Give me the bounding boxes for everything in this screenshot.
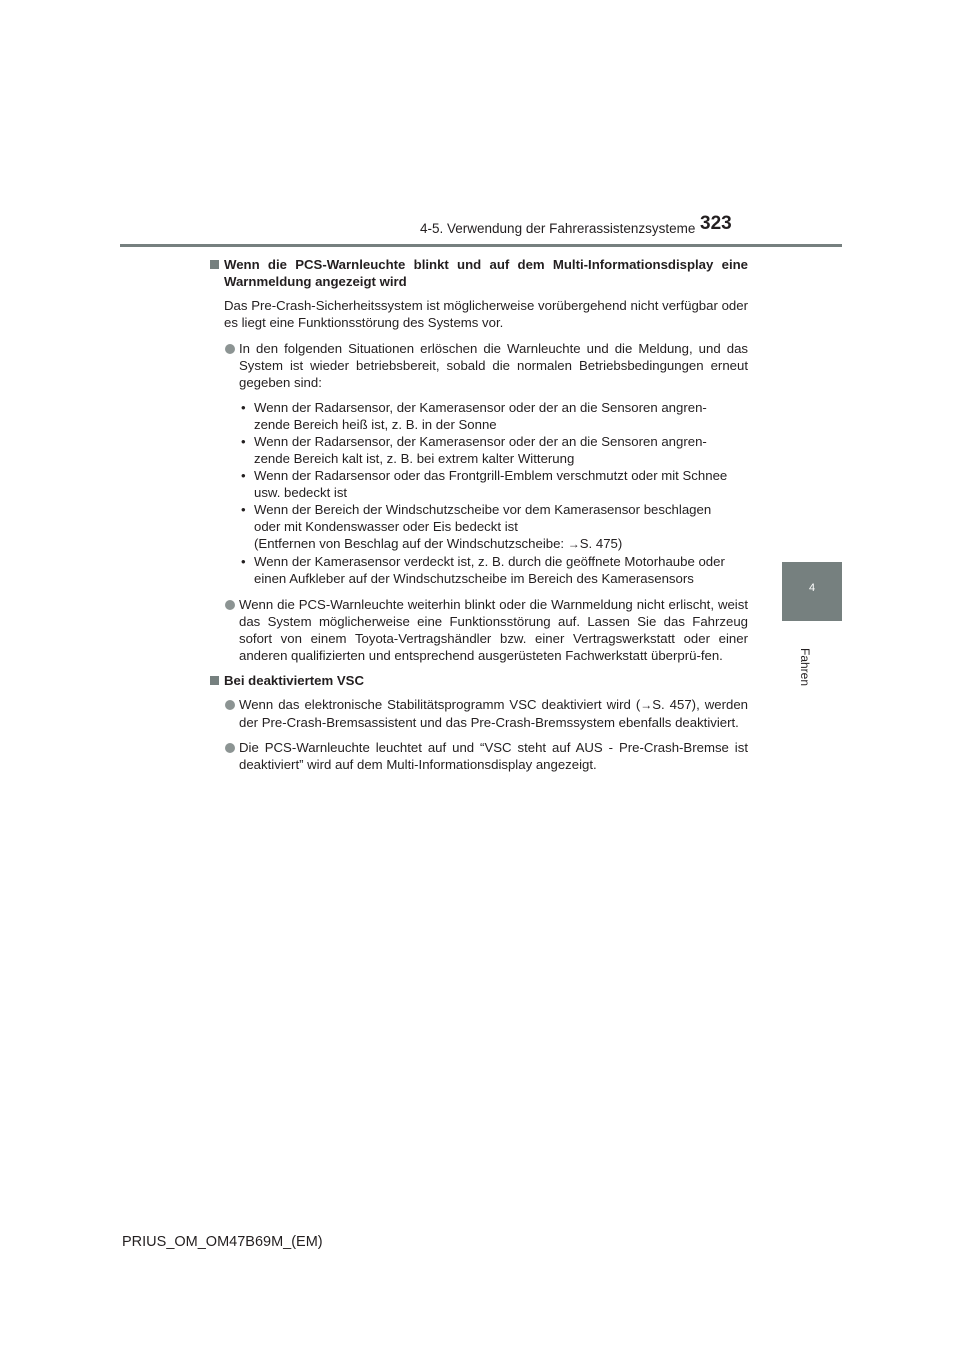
page-reference: (Entfernen von Beschlag auf der Windschutzscheibe: →S. 475) xyxy=(254,536,623,551)
page-number: 323 xyxy=(700,213,732,234)
bullet-marker: • xyxy=(241,434,246,449)
list-item-text-cont: oder mit Kondenswasser oder Eis bedeckt ist xyxy=(254,519,518,534)
chapter-tab-label: Fahren xyxy=(798,648,812,687)
list-item xyxy=(210,596,748,664)
list-item-text: Wenn die PCS-Warnleuchte weiterhin blinkt oder die Warnmeldung nicht erlischt, weist das System möglicherweise eine Funktionsstörung auf. Lassen Sie das Fahrzeug sofort von einem Toyota-Vertragshändler bzw. einer Vertragswerkstatt oder einer anderen qualifizierten und entsprechend ausgerüsteten Fachwerkstatt überprü-fen. xyxy=(239,597,748,663)
arrow-right-icon: → xyxy=(567,537,580,551)
bullet-marker: • xyxy=(241,468,246,483)
section-heading-text: Wenn die PCS-Warnleuchte blinkt und auf dem Multi-Informationsdisplay eine Warnmeldung angezeigt wird xyxy=(224,257,748,289)
list-item-text: Die PCS-Warnleuchte leuchtet auf und “VSC steht auf AUS - Pre-Crash-Bremse ist deaktiviert” wird auf dem Multi-Informationsdisplay angezeigt. xyxy=(239,740,748,772)
document-code: PRIUS_OM_OM47B69M_(EM) xyxy=(122,1234,323,1250)
chapter-tab xyxy=(782,562,842,621)
list-item xyxy=(239,399,748,433)
bullet-marker: • xyxy=(241,400,246,415)
chapter-tab-number: 4 xyxy=(808,582,816,594)
section-intro: Das Pre-Crash-Sicherheitssystem ist möglicherweise vorübergehend nicht verfügbar oder es liegt eine Funktionsstörung des Systems vor. xyxy=(224,298,748,330)
square-bullet-icon xyxy=(210,676,219,685)
list-item-text-cont: einen Aufkleber auf der Windschutzscheibe im Bereich des Kamerasensors xyxy=(254,571,694,586)
bullet-marker: • xyxy=(241,554,246,569)
section-heading xyxy=(210,256,748,290)
list-item-text: Wenn der Radarsensor, der Kamerasensor oder der an die Sensoren angren- xyxy=(254,400,707,415)
square-bullet-icon xyxy=(210,260,219,269)
header-divider xyxy=(120,244,842,247)
list-item-text: Wenn der Radarsensor oder das Frontgrill-Emblem verschmutzt oder mit Schnee xyxy=(254,468,728,483)
round-bullet-icon xyxy=(225,700,235,710)
list-item-text: Wenn das elektronische Stabilitätsprogramm VSC deaktiviert wird (→S. 457), werden der Pre-Crash-Bremsassistent und das Pre-Crash-Bremssystem ebenfalls deaktiviert. xyxy=(239,697,748,730)
section-heading-text: Bei deaktiviertem VSC xyxy=(224,673,364,688)
list-item xyxy=(239,501,748,553)
list-item xyxy=(210,340,748,391)
list-item-text-cont: usw. bedeckt ist xyxy=(254,485,348,500)
round-bullet-icon xyxy=(225,344,235,354)
round-bullet-icon xyxy=(225,600,235,610)
list-item-text: Wenn der Kamerasensor verdeckt ist, z. B. durch die geöffnete Motorhaube oder xyxy=(254,554,725,569)
list-item xyxy=(239,467,748,501)
list-item xyxy=(210,696,748,731)
list-item xyxy=(239,433,748,467)
main-content xyxy=(210,256,748,781)
list-item-text-cont: zende Bereich heiß ist, z. B. in der Sonne xyxy=(254,417,497,432)
list-item-text: Wenn der Radarsensor, der Kamerasensor oder der an die Sensoren angren- xyxy=(254,434,707,449)
arrow-right-icon: → xyxy=(640,698,653,712)
list-item-text: Wenn der Bereich der Windschutzscheibe vor dem Kamerasensor beschlagen xyxy=(254,502,712,517)
list-item xyxy=(239,553,748,587)
section-heading xyxy=(210,672,748,689)
condition-list xyxy=(210,399,748,587)
list-item-text-cont: zende Bereich kalt ist, z. B. bei extrem kalter Witterung xyxy=(254,451,575,466)
list-item-text: In den folgenden Situationen erlöschen die Warnleuchte und die Meldung, und das System ist wieder betriebsbereit, sobald die normalen Betriebsbedingungen erneut gegeben sind: xyxy=(239,341,748,390)
round-bullet-icon xyxy=(225,743,235,753)
bullet-marker: • xyxy=(241,502,246,517)
list-item xyxy=(210,739,748,773)
section-title: 4-5. Verwendung der Fahrerassistenzsysteme xyxy=(420,221,696,236)
